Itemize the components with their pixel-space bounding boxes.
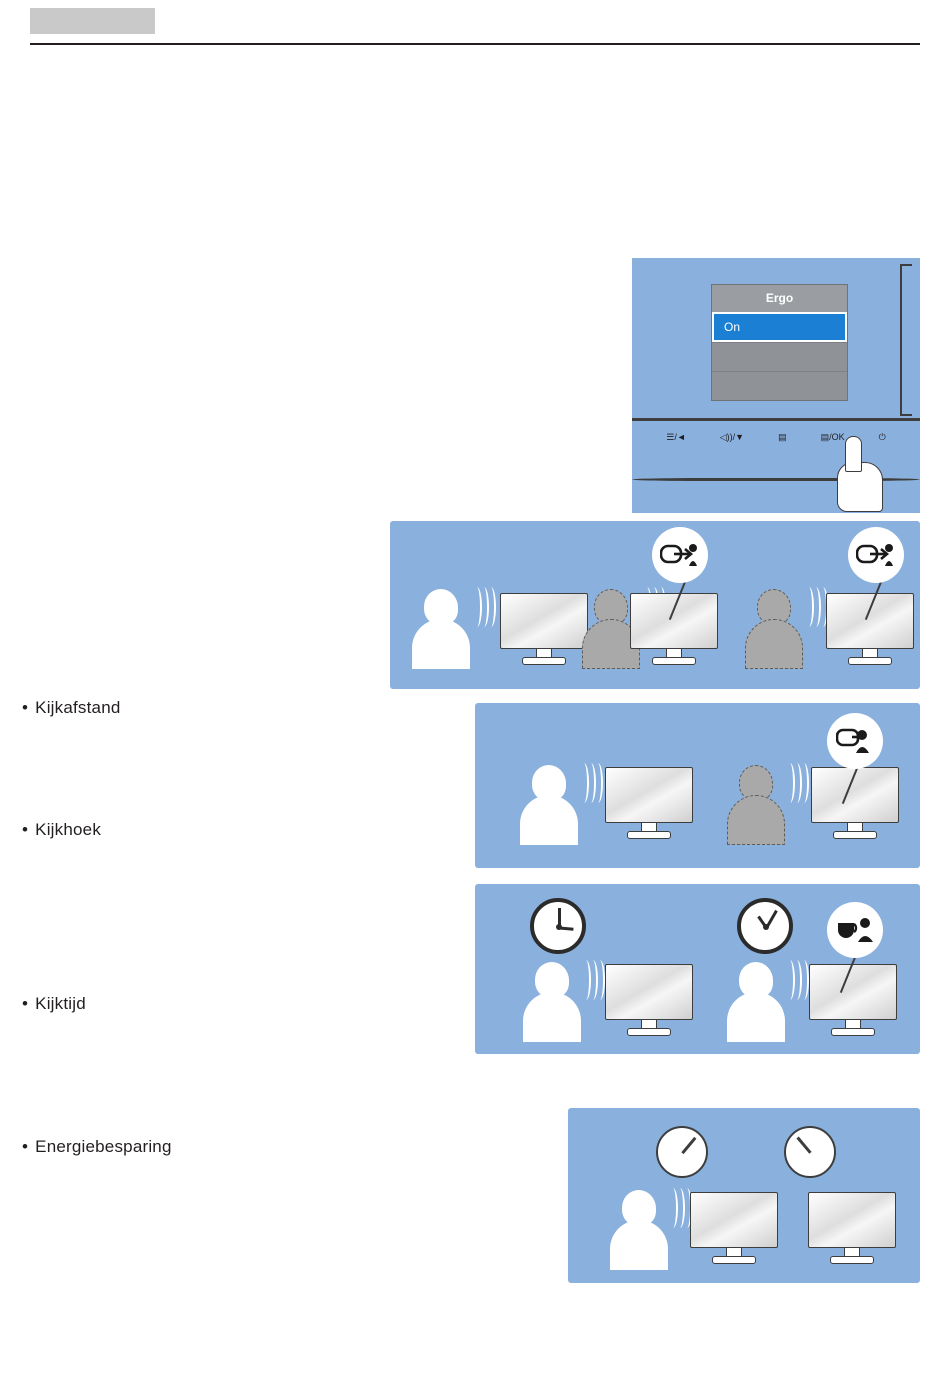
osd-key-volume-down-icon[interactable]: ◁))/▼ [719, 432, 745, 442]
bullet-label: Kijktijd [35, 994, 86, 1013]
monitor-base [522, 657, 566, 665]
monitor-base [627, 1028, 671, 1036]
person-figure [727, 962, 785, 1040]
bullet-label: Kijkafstand [35, 698, 121, 717]
header-divider [30, 43, 920, 45]
angle-svg [836, 727, 874, 755]
person-figure-ghost [727, 765, 785, 843]
monitor-screen [808, 1192, 896, 1248]
osd-menu-item-on[interactable]: On [712, 312, 847, 342]
monitor-screen [809, 964, 897, 1020]
monitor-screen [605, 964, 693, 1020]
monitor-screen [632, 258, 920, 418]
monitor-screen [826, 593, 914, 649]
break-svg [835, 916, 875, 944]
bullet-power-saving [22, 1137, 172, 1157]
distance-glyph [848, 527, 904, 583]
person-figure [520, 765, 578, 843]
bullet-label: Kijkhoek [35, 820, 102, 839]
person-figure [610, 1190, 668, 1268]
person-figure-ghost [745, 589, 803, 667]
monitor-figure [605, 964, 693, 1038]
person-body [745, 619, 803, 669]
scene-power-saving [568, 1108, 920, 1283]
monitor-base [848, 657, 892, 665]
monitor-figure [500, 593, 588, 667]
osd-illustration [632, 258, 920, 513]
monitor-figure [808, 1192, 896, 1266]
monitor-base [627, 831, 671, 839]
person-body [727, 992, 785, 1042]
sensor-waves-icon [581, 960, 607, 1000]
monitor-screen [605, 767, 693, 823]
bullet-label: Energiebesparing [35, 1137, 172, 1156]
person-body [727, 795, 785, 845]
bullet-dot: • [22, 1137, 29, 1156]
osd-menu-item-2[interactable] [712, 342, 847, 371]
scene-viewing-angle [475, 703, 920, 868]
monitor-base [652, 657, 696, 665]
distance-svg [660, 542, 700, 568]
distance-svg [856, 542, 896, 568]
osd-key-ok-icon[interactable]: ▤/OK [820, 432, 845, 442]
clock-icon [530, 898, 586, 954]
angle-sensor-icon [827, 713, 883, 769]
monitor-screen [630, 593, 718, 649]
person-body [610, 1220, 668, 1270]
distance-sensor-icon [652, 527, 708, 583]
scene-viewing-time [475, 884, 920, 1054]
bullet-dot: • [22, 820, 29, 839]
monitor-screen [500, 593, 588, 649]
person-body [412, 619, 470, 669]
monitor-base [830, 1256, 874, 1264]
osd-key-input-icon[interactable]: ▤ [778, 432, 787, 442]
finger-tip-shape [845, 436, 862, 472]
bullet-dot: • [22, 994, 29, 1013]
power-gauge-icon [784, 1126, 836, 1178]
header-tab [30, 8, 155, 34]
bezel-top-line [632, 418, 920, 421]
osd-menu [711, 284, 848, 401]
osd-key-power-icon[interactable]: ⏻ [878, 432, 886, 442]
pointing-finger-icon [837, 436, 883, 510]
person-figure [412, 589, 470, 667]
monitor-base [833, 831, 877, 839]
distance-sensor-icon [848, 527, 904, 583]
bullet-viewing-distance [22, 698, 121, 718]
osd-menu-item-3[interactable] [712, 371, 847, 400]
sensor-waves-icon [785, 960, 811, 1000]
distance-glyph [652, 527, 708, 583]
person-body [523, 992, 581, 1042]
gauge-needle [796, 1137, 811, 1154]
clock-center [556, 924, 562, 930]
power-gauge-icon [656, 1126, 708, 1178]
monitor-figure [811, 767, 899, 841]
bullet-viewing-time [22, 994, 86, 1014]
break-glyph [827, 902, 883, 958]
monitor-base [831, 1028, 875, 1036]
clock-center [763, 924, 769, 930]
clock-icon [737, 898, 793, 954]
monitor-base [712, 1256, 756, 1264]
person-body [520, 795, 578, 845]
break-reminder-icon [827, 902, 883, 958]
person-figure [523, 962, 581, 1040]
monitor-figure [690, 1192, 778, 1266]
monitor-figure [605, 767, 693, 841]
sensor-waves-icon [579, 763, 605, 803]
angle-glyph [827, 713, 883, 769]
monitor-figure [809, 964, 897, 1038]
monitor-screen [690, 1192, 778, 1248]
bullet-viewing-angle [22, 820, 101, 840]
sensor-waves-icon [785, 763, 811, 803]
bullet-dot: • [22, 698, 29, 717]
osd-key-menu-left-icon[interactable]: ☰/◄ [666, 432, 686, 442]
osd-menu-title: Ergo [712, 285, 847, 312]
gauge-needle [681, 1137, 696, 1154]
scene-viewing-distance [390, 521, 920, 689]
sensor-waves-icon [472, 587, 498, 627]
